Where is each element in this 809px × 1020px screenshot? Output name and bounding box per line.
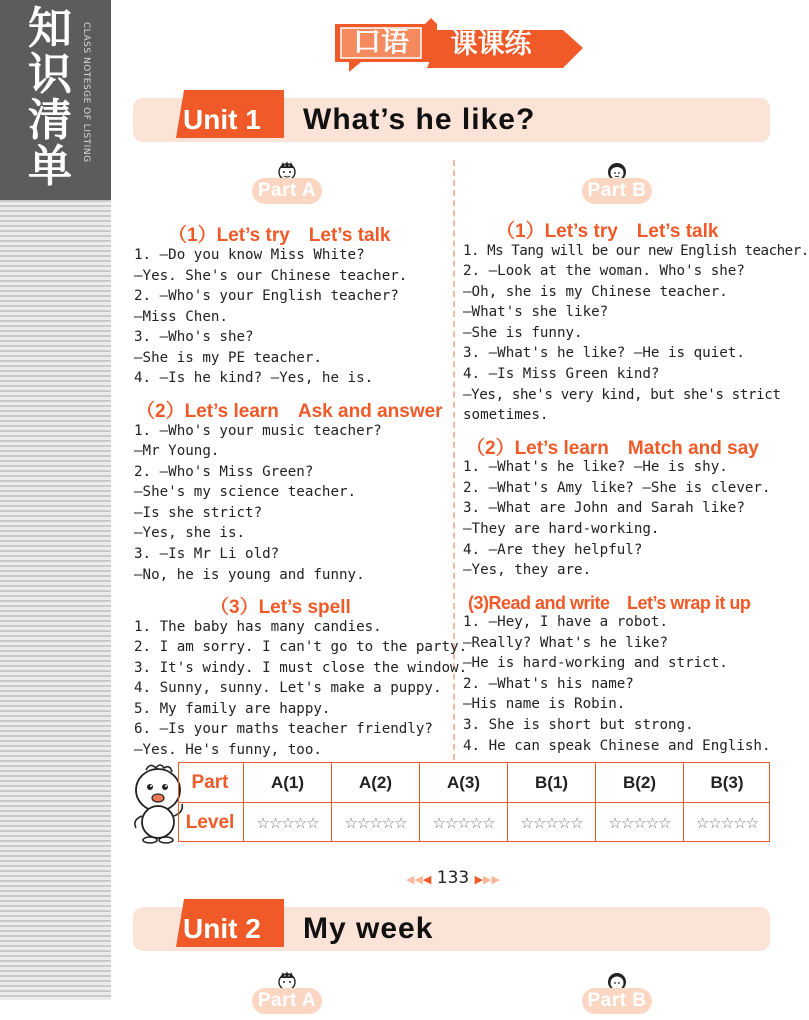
rating-col-head xyxy=(243,763,331,802)
list-item: 2. I am sorry. I can't go to the party. xyxy=(134,639,468,655)
arrow-right-icon: ▶ xyxy=(474,873,484,886)
list-item: 5. My family are happy. xyxy=(134,701,331,717)
arrow-right-faint-icon: ▶▶ xyxy=(483,873,501,886)
rating-part-label-cell xyxy=(178,763,242,802)
list-item: 1. —Do you know Miss White? xyxy=(134,247,365,263)
rating-stars-cell[interactable] xyxy=(243,803,331,842)
list-item: 1. —Hey, I have a robot. xyxy=(463,614,668,630)
list-item: 2. —Who's your English teacher? xyxy=(134,288,399,304)
list-item: 2. —Look at the woman. Who's she? xyxy=(463,263,745,279)
rating-stars-cell[interactable] xyxy=(683,803,770,842)
rating-col-label: A(1) xyxy=(270,772,305,792)
list-item: 3. —What are John and Sarah like? xyxy=(463,500,745,516)
part-b-badge xyxy=(582,160,652,210)
list-item: —Yes. She's our Chinese teacher. xyxy=(134,268,408,284)
arrow-left-faint-icon: ◀◀ xyxy=(405,873,423,886)
sidebar-subtitle: CLASS NOTESGE OF LISTING xyxy=(81,22,91,163)
star-rating[interactable]: ☆☆☆☆☆ xyxy=(344,813,407,832)
part-b-section-3-heading: (3)Read and write Let’s wrap it up xyxy=(468,593,751,613)
part-a-label: Part A xyxy=(257,180,317,201)
rating-col-label: A(3) xyxy=(446,772,481,792)
list-item: 3. It's windy. I must close the window. xyxy=(134,660,468,676)
part-a-section-3-heading: （3）Let’s spell xyxy=(210,597,351,618)
list-item: 3. —Who's she? xyxy=(134,329,254,345)
unit-1-label: Unit 1 xyxy=(183,104,261,135)
page-number-value: 133 xyxy=(436,868,470,888)
unit-2-part-b-badge xyxy=(582,970,652,1020)
unit-1-bar xyxy=(133,98,770,142)
unit-2-title: My week xyxy=(303,912,434,945)
unit-2-label: Unit 2 xyxy=(183,913,261,944)
list-item: 4. —Are they helpful? xyxy=(463,542,643,558)
list-item: —Oh, she is my Chinese teacher. xyxy=(463,284,728,300)
list-item: —What's she like? xyxy=(463,304,609,320)
rating-col-head xyxy=(419,763,507,802)
rating-part-label: Part xyxy=(191,771,229,793)
rating-level-label: Level xyxy=(185,811,235,833)
list-item: —He is hard-working and strict. xyxy=(463,655,728,671)
list-item: 3. She is short but strong. xyxy=(463,717,694,733)
list-item: 4. —Is he kind? —Yes, he is. xyxy=(134,370,374,386)
list-item: 4. He can speak Chinese and English. xyxy=(463,738,771,754)
list-item: 2. —What's his name? xyxy=(463,676,634,692)
rating-col-head xyxy=(683,763,770,802)
rating-stars-cell[interactable] xyxy=(331,803,419,842)
list-item: —Miss Chen. xyxy=(134,309,228,325)
rating-level-label-cell xyxy=(178,803,242,842)
rating-col-head xyxy=(507,763,595,802)
list-item: 1. —Who's your music teacher? xyxy=(134,423,382,439)
list-item: 4. —Is Miss Green kind? xyxy=(463,366,660,382)
rating-col-label: A(2) xyxy=(358,772,393,792)
part-a-badge xyxy=(252,160,322,210)
rating-col-head xyxy=(331,763,419,802)
sidebar-title: 知识清单 xyxy=(28,3,72,192)
list-item: 2. —What's Amy like? —She is clever. xyxy=(463,480,771,496)
list-item: —She is my PE teacher. xyxy=(134,350,322,366)
list-item: —Is she strict? xyxy=(134,505,263,521)
rating-col-label: B(2) xyxy=(622,772,657,792)
star-rating[interactable]: ☆☆☆☆☆ xyxy=(432,813,495,832)
list-item: —No, he is young and funny. xyxy=(134,567,365,583)
part-b-section-1-heading: （1）Let’s try Let’s talk xyxy=(496,221,719,242)
rating-col-label: B(3) xyxy=(710,772,744,792)
list-item: —They are hard-working. xyxy=(463,521,660,537)
list-item: —She's my science teacher. xyxy=(134,484,357,500)
unit-2-part-a-label: Part A xyxy=(257,990,317,1011)
unit-2-part-a-badge xyxy=(252,970,322,1020)
list-item: —His name is Robin. xyxy=(463,696,626,712)
part-a-section-1-heading: （1）Let’s try Let’s talk xyxy=(168,225,391,246)
list-item: —Really? What's he like? xyxy=(463,635,668,651)
star-rating[interactable]: ☆☆☆☆☆ xyxy=(520,813,583,832)
unit-1-title: What’s he like? xyxy=(303,103,536,136)
list-item: 3. —What's he like? —He is quiet. xyxy=(463,345,745,361)
list-item: —Yes, they are. xyxy=(463,562,592,578)
star-rating[interactable]: ☆☆☆☆☆ xyxy=(608,813,671,832)
rating-col-head xyxy=(595,763,683,802)
unit-2-bar xyxy=(133,907,770,951)
arrow-left-icon: ◀ xyxy=(422,873,432,886)
list-item: 1. Ms Tang will be our new English teacher. xyxy=(463,243,809,259)
list-item: —Mr Young. xyxy=(134,443,220,459)
part-b-section-2-heading: （2）Let’s learn Match and say xyxy=(466,438,759,459)
unit-2-part-b-label: Part B xyxy=(587,990,647,1011)
list-item: —Yes. He's funny, too. xyxy=(134,742,322,758)
rating-stars-cell[interactable] xyxy=(419,803,507,842)
rating-stars-cell[interactable] xyxy=(507,803,595,842)
list-item: 2. —Who's Miss Green? xyxy=(134,464,314,480)
sidebar-stripes xyxy=(0,200,111,1000)
list-item: 4. Sunny, sunny. Let's make a puppy. xyxy=(134,680,442,696)
banner-practice-label: 课课练 xyxy=(450,29,532,60)
list-item: sometimes. xyxy=(463,407,549,423)
rating-col-label: B(1) xyxy=(534,772,569,792)
banner-oral-label: 口语 xyxy=(352,25,409,58)
part-a-section-2-heading: （2）Let’s learn Ask and answer xyxy=(136,401,443,422)
star-rating[interactable]: ☆☆☆☆☆ xyxy=(695,813,759,832)
page-number xyxy=(388,868,518,892)
part-b-label: Part B xyxy=(587,180,647,201)
list-item: 1. —What's he like? —He is shy. xyxy=(463,459,728,475)
list-item: 3. —Is Mr Li old? xyxy=(134,546,280,562)
rating-table xyxy=(178,762,770,842)
rating-stars-cell[interactable] xyxy=(595,803,683,842)
list-item: 6. —Is your maths teacher friendly? xyxy=(134,721,433,737)
list-item: —Yes, she's very kind, but she's strict xyxy=(463,387,781,403)
list-item: —Yes, she is. xyxy=(134,525,246,541)
list-item: 1. The baby has many candies. xyxy=(134,619,382,635)
star-rating[interactable]: ☆☆☆☆☆ xyxy=(256,813,319,832)
list-item: —She is funny. xyxy=(463,325,583,341)
